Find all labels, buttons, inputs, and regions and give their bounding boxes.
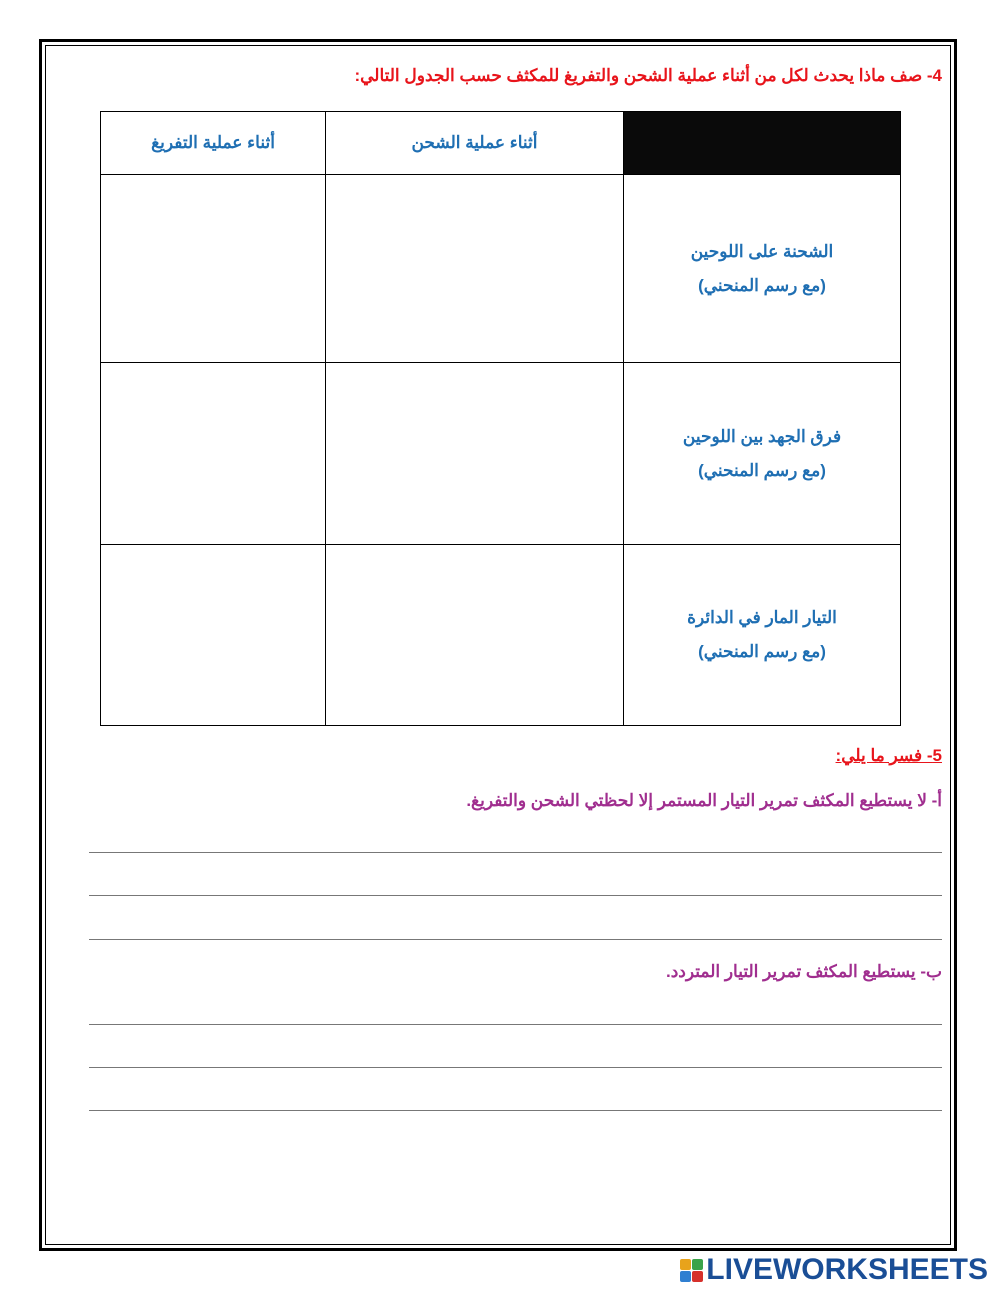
row-label-line2: (مع رسم المنحني) (698, 275, 826, 295)
answer-line-a1[interactable] (89, 852, 942, 853)
answer-line-a2[interactable] (89, 895, 942, 896)
answer-cell-voltage-discharging[interactable] (101, 363, 326, 545)
row-label-line2: (مع رسم المنحني) (698, 460, 826, 480)
header-charging: أثناء عملية الشحن (326, 112, 624, 175)
answer-line-a3[interactable] (89, 939, 942, 940)
logo-text: LIVEWORKSHEETS (706, 1253, 988, 1286)
table-header-corner (624, 112, 901, 175)
row-label-line2: (مع رسم المنحني) (698, 642, 826, 661)
header-discharging: أثناء عملية التفريغ (101, 112, 326, 175)
row-label-voltage (624, 363, 901, 545)
row-label-line1: التيار المار في الدائرة (687, 608, 837, 627)
question-4-title: 4- صف ماذا يحدث لكل من أثناء عملية الشحن والتفريغ للمكثف حسب الجدول التالي: (354, 66, 942, 85)
table-header-row (101, 112, 901, 175)
answer-cell-voltage-charging[interactable] (326, 363, 624, 545)
logo-blocks-icon (680, 1259, 703, 1282)
answer-cell-charge-discharging[interactable] (101, 175, 326, 363)
question-5-title: 5- فسر ما يلي: (835, 746, 942, 765)
row-label-line1: الشحنة على اللوحين (690, 241, 834, 261)
logo-block (692, 1271, 703, 1282)
answer-line-b1[interactable] (89, 1024, 942, 1025)
question-5-part-b: ب- يستطيع المكثف تمرير التيار المتردد. (666, 962, 942, 981)
logo-block (680, 1271, 691, 1282)
table-row (101, 545, 901, 726)
answer-cell-current-discharging[interactable] (101, 545, 326, 726)
answer-cell-current-charging[interactable] (326, 545, 624, 726)
logo-block (680, 1259, 691, 1270)
table-row (101, 175, 901, 363)
row-label-current (624, 545, 901, 726)
answer-line-b3[interactable] (89, 1110, 942, 1111)
answer-line-b2[interactable] (89, 1067, 942, 1068)
charging-discharging-table (100, 111, 901, 726)
row-label-charge (624, 175, 901, 363)
answer-cell-charge-charging[interactable] (326, 175, 624, 363)
logo-block (692, 1259, 703, 1270)
liveworksheets-logo (680, 1253, 988, 1287)
table-row (101, 363, 901, 545)
row-label-line1: فرق الجهد بين اللوحين (682, 426, 842, 446)
question-5-part-a: أ- لا يستطيع المكثف تمرير التيار المستمر إلا لحظتي الشحن والتفريغ. (466, 791, 942, 810)
